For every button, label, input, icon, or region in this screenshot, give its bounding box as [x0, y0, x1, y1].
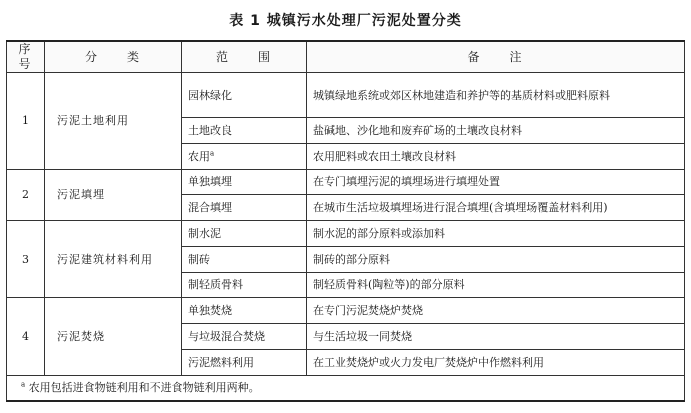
- scope-cell: 单独填埋: [182, 169, 307, 195]
- note-cell: 与生活垃圾一同焚烧: [307, 324, 685, 350]
- header-category: 分 类: [45, 41, 182, 73]
- header-seq: 序号: [7, 41, 45, 73]
- sludge-disposal-table: [6, 40, 685, 402]
- group-seq: 3: [7, 221, 45, 298]
- scope-cell: 制轻质骨料: [182, 272, 307, 298]
- group-category: 污泥填埋: [45, 169, 182, 221]
- table-row: [7, 169, 685, 195]
- group-category: 污泥土地利用: [45, 73, 182, 170]
- scope-cell: [182, 143, 307, 169]
- table-row: [7, 298, 685, 324]
- note-cell: 制水泥的部分原料或添加料: [307, 221, 685, 247]
- note-cell: 在工业焚烧炉或火力发电厂焚烧炉中作燃料利用: [307, 349, 685, 375]
- scope-cell: 单独焚烧: [182, 298, 307, 324]
- note-cell: 在专门填埋污泥的填埋场进行填埋处置: [307, 169, 685, 195]
- header-note: 备 注: [307, 41, 685, 73]
- scope-cell: 与垃圾混合焚烧: [182, 324, 307, 350]
- scope-cell: 混合填埋: [182, 195, 307, 221]
- footnote-ref-mark: a: [210, 149, 215, 158]
- group-category: 污泥焚烧: [45, 298, 182, 375]
- footnote-row: [7, 375, 685, 401]
- group-seq: 2: [7, 169, 45, 221]
- note-cell: 在城市生活垃圾填埋场进行混合填埋(含填埋场覆盖材料利用): [307, 195, 685, 221]
- scope-cell: 制水泥: [182, 221, 307, 247]
- note-cell: 城镇绿地系统或郊区林地建造和养护等的基质材料或肥料原料: [307, 73, 685, 118]
- note-cell: 制砖的部分原料: [307, 246, 685, 272]
- scope-text: 农用: [188, 149, 210, 163]
- group-seq: 4: [7, 298, 45, 375]
- header-scope: 范 围: [182, 41, 307, 73]
- footnote-text: 农用包括进食物链利用和不进食物链利用两种。: [28, 381, 260, 395]
- scope-cell: 污泥燃料利用: [182, 349, 307, 375]
- header-row: [7, 41, 685, 73]
- table-row: [7, 73, 685, 118]
- scope-cell: 制砖: [182, 246, 307, 272]
- table-row: [7, 221, 685, 247]
- footnote-mark: a: [21, 380, 26, 389]
- scope-cell: 园林绿化: [182, 73, 307, 118]
- scope-cell: 土地改良: [182, 118, 307, 144]
- note-cell: 农用肥料或农田土壤改良材料: [307, 143, 685, 169]
- table-caption: 表 1 城镇污水处理厂污泥处置分类: [229, 13, 462, 29]
- group-seq: 1: [7, 73, 45, 170]
- note-cell: 盐碱地、沙化地和废弃矿场的土壤改良材料: [307, 118, 685, 144]
- note-cell: 制轻质骨料(陶粒等)的部分原料: [307, 272, 685, 298]
- footnote-cell: [7, 375, 685, 401]
- note-cell: 在专门污泥焚烧炉焚烧: [307, 298, 685, 324]
- group-category: 污泥建筑材料利用: [45, 221, 182, 298]
